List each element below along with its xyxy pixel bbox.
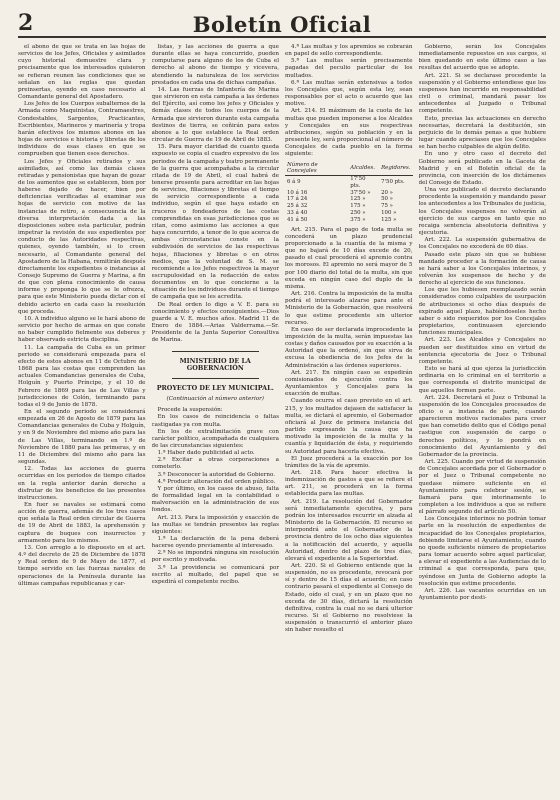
paragraph: Art. 214. El máximum de la cuota de las multas que pueden imponerse a los Alcaldes y Concejales en sus respectivas atribuciones, según su población y en la presente ley, será proporcional al número de Concejales de cada pueblo en la forma siguiente:	[285, 108, 413, 158]
paragraph: En fuer se navales se estimará como acción de guerra, además de los tres casos que señala la Real orden circular de Guerra de 19 de Abril de 1883, la aprehensión y captura de buques con insurrectos y armamento para los mismos.	[18, 502, 146, 544]
table-cell: 250 »	[350, 210, 366, 217]
paragraph: 3.ª La providencia se comunicará por escrito al multado, del papel que se expedirá el competente recibo.	[151, 564, 279, 585]
paragraph: Los Jefes de los Cuerpos subalternos de la Armada como Maquinistas, Contramaestres, Condestables, Sargentos, Practicantes, Escribientes, Marineros y marinería y tropa harán efectivos los mismos abonos en las hojas de servicios e historia y libretas de los individuos de esas clases en que se comprueben que tienen esos derechos.	[18, 101, 146, 158]
paragraph: Art. 213. Para la imposición y exacción de las multas se tendrán presentes las reglas siguientes:	[151, 514, 279, 535]
page-header	[18, 10, 546, 38]
paragraph: Los que les hubiesen reemplazado serán considerados como culpables de usurpación de atribuciones si ocho días después de expirado aquel plazo, habiéndoseles hecho saber o sido requeridos por los Concejales propietarios, continuasen ejerciendo funciones municipales.	[418, 287, 546, 337]
column-1	[18, 44, 146, 796]
paragraph: Los Concejales interinos no podrán tomar parte en la resolución de expedientes de incapacidad de los Concejales propietarios, debiendo limitarse el Ayuntamiento, cuando no quede suficiente número de propietarios para tomar acuerdo sobre aquel particular, a elevar el expediente a las Audiencias de lo criminal a que corresponda, para que, oyéndose en Junta de Gobierno adopte la resolución que estime procedente.	[418, 516, 546, 587]
table-header-cell: Alcaldes.	[348, 162, 379, 176]
paragraph: Art. 223. Los Alcaldes y Concejales no pueden ser destituidos sino en virtud de sentencia ejecutoria de Juez o Tribunal competente.	[418, 337, 546, 365]
paragraph: Procede la suspensión:	[157, 407, 223, 414]
table-cell: 75 »	[381, 203, 393, 210]
continuation-note: (Continuación al número anterior)	[166, 396, 264, 403]
paragraph: 12. Todas las acciones de guerra ocurridas en los periodos de tiempo citados en la regla anterior darán derecho a disfrutar de los beneficios de las presentes instrucciones.	[18, 466, 146, 501]
paragraph: De Real orden lo digo a V. E. para su conocimiento y efectos consiguientes.—Dios guarde a V. E. muchos años. Madrid 11 de Enero de 1884.—Arias Valderrama.—Sr. Presidente de la Junta Superior Consultiva de Marina.	[151, 301, 279, 344]
masthead-title: Boletín Oficial	[192, 12, 372, 37]
paragraph: Art. 221. Si se declarase procedente la suspensión y el Gobierno entendiese que los suspensos han incurrido en responsabilidad civil o criminal, mandará pasar los antecedentes al Juzgado o Tribunal competente.	[418, 72, 546, 115]
fines-table	[285, 162, 413, 224]
paragraph: Los Jefes y Oficiales retirados y sus asimilados, así como las demás clases retiradas y pensionistas que hayan de gozar de los aumentos que se establecen, bien por haberse dejado de hacer, bien por deficiencias verificadas al examinar sus hojas de servicio con motivo de las instancias de retiro, a consecuencia de la diversa interpretación dada a las disposiciones sobre esta particular, podrán impetrar la revisión de sus expedientes por conducto de las Autoridades respectivas, quienes, oyendo también, si lo creen necesario, al Comandante general del Apostadero de la Habana, remitirán después directamente los expedientes o instancias al Consejo Supremo de Guerra y Marina, a fin de que con plena conocimiento de causa informe y proponga lo que se le ofrezca, para que este Ministerio pueda dictar con el debido acierto en cada caso la resolución que proceda.	[18, 158, 146, 315]
table-header-cell: Número de Concejales	[285, 162, 348, 176]
table-cell: 125 »	[381, 216, 397, 223]
paragraph: 5.ª Las multas serán precisamente pagadas del peculio particular de los multados.	[285, 58, 413, 79]
text-columns	[18, 44, 546, 796]
column-4	[419, 44, 547, 796]
paragraph: Art. 215. Para el pago de toda multa se concederá un plazo prudencial proporcionado a la cuantía de la misma y que no bajará de 10 días excede de 20, pasado el cual procederá el apremio contra los morosos. El apremio no será mayor de 5 por 100 diario del total de la multa, sin que exceda en ningún caso del duplo de la misma.	[285, 226, 413, 290]
section-heading: MINISTERIO DE LA GOBERNACIÓN	[179, 356, 251, 372]
paragraph: 14. Las fuerzas de Infantería de Marina que sirvieron en esta campaña a las órdenes del Ejército, así como los jefes y Oficiales y demás clases de todos los cuerpos de la Armada que sirvieron durante esta campaña destinos de tierra, se ceñirán para estos abonos a lo que establece la Real orden circular de Guerra de 19 de Abril de 1883.	[151, 86, 279, 144]
paragraph: 13. Con arreglo a lo dispuesto en el art. 4.º del decreto de 25 de Diciembre de 1878 y Real orden de 9 de Mayo de 1877, el tiempo servido en las fuerzas navales de operaciones de la Península durante las últimas campañas republicanas y car-	[18, 544, 146, 587]
table-cell: 100 »	[381, 210, 397, 217]
paragraph: En los de extralimitación grave con carácter político, acompañada de cualquiera de las circunstancias siguientes:	[151, 428, 279, 449]
table-cell: 25 á 32	[287, 203, 308, 210]
table-cell: 7'50 pts.	[381, 179, 405, 186]
paragraph: el abono de que se trata en las hojas de servicios de los Jefes, Oficiales y asimilados cuyo historial demuestre clara y precisamente que los interesados quisieron se refieran reunen las condiciones que se señalan en las reglas que quedan preinsertas, oyendo en caso necesario al Comandante general del Apostadero.	[18, 44, 146, 101]
table-cell: 175 »	[350, 203, 366, 210]
paragraph: Art. 224. Decretará el Juez o Tribunal la suspensión de los Concejales procesados de oficio o a instancia de parte, cuando aparecieren motivos racionales para creer que han cometido delito que el Código penal castigue con suspensión de cargo o derechos políticos, y lo pondrá en conocimiento del Ayuntamiento y del Gobernador de la provincia.	[418, 394, 546, 458]
paragraph: Cuando ocurra el caso previsto en el art. 215, y los multados dejasen de satisfacer la multa, se dictará el apremio, el Gobernador oficiará al Juez de primera instancia del partido expresando la causa que ha motivado la imposición de la multa y la cuantía y liquidación de ésta, y requiriendo su Autoridad para hacerla efectiva.	[285, 398, 413, 455]
paragraph: En el segundo periodo se considerará empezada en 26 de Agosto de 1879 para las Comandancias generales de Cuba y Holguín, y en 9 de Noviembre del mismo año para las de Las Villas, terminando en 1.º de Noviembre de 1880 para las primeras, y en 11 de Diciembre del mismo año para las segundas.	[18, 408, 146, 466]
table-cell: 6 á 9	[287, 179, 301, 186]
section-subheading: PROYECTO DE LEY MUNICIPAL.	[156, 383, 274, 392]
table-cell: 375 »	[350, 216, 366, 223]
paragraph: Art. 220. Si el Gobierno entiende que la suspensión, no es procedente, revocará por sí y dentro de 15 días el acuerdo; en caso contrario pasará el expediente al Consejo de Estado, oído el cual, y en un plazo que no exceda de 30 días, dictará la resolución definitiva, contra la cual no se dará ulterior recurso. Si el Gobierno no resolviese la suspensión o transcurrió el anterior plazo sin haber resuelto el	[285, 563, 413, 634]
section-divider	[172, 378, 260, 379]
paragraph: 3.ª Desconocer la autoridad de Gobierno.	[157, 471, 276, 478]
table-row	[285, 176, 413, 190]
paragraph: Esto, previas las actuaciones en derecho necesarias, decretará la destitución, sin perjuicio de lo demás penas a que hubiere lugar cuando apreciases que los Concejales se han hecho culpables de algún delito.	[418, 115, 546, 151]
paragraph: Esto se hará al que ejerza la jurisdicción ordinaria en lo criminal en el territorio a que corresponda el distrito municipal de que aquellos formen parte.	[418, 366, 546, 394]
paragraph: 6.ª Las multas serán extensivas a todos los Concejales que, según esta ley, sean responsables por el acto o acuerdo que las motive.	[285, 79, 413, 108]
paragraph: En los casos de reincidencia o faltas castigadas ya con multa.	[151, 414, 279, 428]
table-cell: 17 á 24	[287, 196, 308, 203]
section-divider	[172, 351, 260, 352]
paragraph: Art. 225. Cuando por virtud de suspensión de Concejales acordada por el Gobernador o por el Juez o Tribunal competente no quedase número suficiente en el Ayuntamiento para celebrar sesión, se llamará para que interinamente lo completen a los individuos a que se refiere el párrafo segundo del artículo 50.	[418, 459, 546, 516]
paragraph: 11. La campaña de Cuba es un primer periodo se considerará empezada para el efecto de estos abonos en 11 de Octubre de 1868 para las costas que comprenden las actuales Comandancias generales de Cuba, Holguín y Puerto Príncipe, y el 10 de Febrero de 1869 para las de Las Villas y jurisdicciones de Colón, terminando para todas el 9 de Junio de 1878.	[18, 344, 146, 408]
table-cell: 20 »	[381, 189, 393, 196]
paragraph: Y por último, en los casos de abuso, falta de formalidad legal en la contabilidad o malversación en la administración de sus fondos.	[151, 485, 279, 514]
paragraph: En uno y otro caso el decreto del Gobierno será publicado en la Gaceta de Madrid y en el Boletín oficial de la provincia, con inserción de los dictámenes del Consejo de Estado.	[418, 151, 546, 186]
paragraph: 2.ª No se impondrá ninguna sin resolución por escrito y motivada.	[151, 550, 279, 564]
table-row	[285, 210, 413, 217]
table-cell: 125 »	[350, 196, 366, 203]
paragraph: Art. 217. En ningún caso se expedirán comisionados de ejecución contra los Ayuntamientos y Concejales para la exacción de multas.	[285, 369, 413, 398]
paragraph: 4.ª Producir alteración del orden público.	[157, 478, 276, 485]
paragraph: El Juez procederá a la exacción por los trámites de la vía de apremio.	[285, 455, 413, 469]
column-3	[285, 44, 413, 796]
paragraph: 1.ª Haber dado publicidad al acto.	[157, 450, 255, 457]
table-row	[285, 217, 413, 224]
paragraph: 15. Para mayor claridad de cuanto queda expuesto se copia el cuadro expresivo de los periodos de la campaña y teatro permanente de la guerra que acompañaba a la circular citada de 19 de Abril, el cual habrá de tenerse presente para acreditar en las hojas de servicios, filiaciones y libretas el tiempo de servicio correspondiente a cada individuo, según el que haya estado en cruceros o fondeaderos de las costas comprendidas en esas jurisdicciones que se citan, como asimismo las acciones a que haya concurrido, a tenor de lo que acerca de ambas circunstancias conste en la subdivisión de servicios de las respectivas hojas, filiaciones y libretas o en otros medios, que la voluntad de S. M. se recomiende a los Jefes respectivos la mayor escrupulosidad en la redacción de estos documentos en lo que concierne a la situación de los individuos durante el tiempo de campaña que se les acredita.	[151, 144, 279, 301]
paragraph: Art. 218. Para hacer efectiva la indemnización de gastos a que se refiere el art. 211, se procederá en la forma establecida para las multas.	[285, 469, 413, 498]
paragraph: Gobierno, serán los Concejales inmediatamente repuestos en sus cargos, si bien quedando en este último caso a las resultas del acuerdo que se adopte.	[418, 44, 546, 72]
paragraph: listas, y las acciones de guerra a que durante ellas se haya concurrido, pueden computarse para alguno de los de Cuba el derecho al abono de tiempo y vicevera, atendiendo la naturaleza de los servicios prestados en cada una de dichas campañas.	[151, 44, 279, 86]
page-number: 2	[18, 10, 34, 36]
paragraph: Pasado este plazo sin que se hubiese mandado proceder a la formación de causa se hará saber a los Concejales interinos, y volverán los suspensos de hecho y de derecho al ejercicio de sus funciones.	[418, 251, 546, 287]
paragraph: Una vez publicado el decreto declarando procedente la suspensión y mandando pasar los antecedentes a los Tribunales de justicia, los Concejales suspensos no volverán al ejercicio de sus cargos en tanto que no recaiga sentencia absolutoria definitiva y ejecutoria.	[418, 187, 546, 237]
paragraph: En caso de ser declarada improcedente la imposición de la multa, serán impuestas las costas y daños causados por su exacción a la Autoridad que la ordenó, sin que sirva de excusa la obediencia de los Jefes de la Administración a las órdenes superiores.	[285, 326, 413, 369]
table-header-cell: Regidores.	[379, 162, 412, 176]
paragraph: Art. 222. La suspensión gubernativa de los Concejales no excederá de 60 días.	[418, 237, 546, 251]
paragraph: 1.ª La declaración de la pena deberá hacerse oyendo previamente al interesado.	[151, 536, 279, 550]
table-cell: 17'50 pts.	[350, 176, 366, 189]
paragraph: 4.ª Las multas y los apremios se cobrarán en papel de sello correspondiente.	[285, 44, 413, 58]
table-cell: 50 »	[381, 196, 393, 203]
paragraph: Art. 219. La resolución del Gobernador será inmediatamente ejecutiva, y para podrán los interesados recurrir en alzada al Ministerio de la Gobernación. El recurso se interpondrá ante el Gobernador de la provincia dentro de los ocho días siguientes a la notificación del acuerdo, y aquella Autoridad, dentro del plazo de tres días, elevará el expediente a la Superioridad.	[285, 498, 413, 562]
paragraph: Art. 226. Las vacantes ocurridas en un Ayuntamiento por desti-	[418, 587, 546, 602]
paragraph: 10. A individuo alguno se le hará abono de servicio por hecho de armas en que conste no haber cumplido fielmente sus deberes y haber observado estricta disciplina.	[18, 315, 146, 344]
column-2	[152, 44, 280, 796]
table-cell: 41 á 50	[287, 216, 308, 223]
table-cell: 10 á 16	[287, 189, 308, 196]
table-header-row	[285, 162, 413, 176]
paragraph: Art. 216. Contra la imposición de la multa podrá el interesado alzarse para ante el Ministerio de la Gobernación, que resolverá lo que estime procedente sin ulterior recurso.	[285, 291, 413, 326]
table-cell: 37'50 »	[350, 189, 371, 196]
table-cell: 33 á 40	[287, 210, 308, 217]
paragraph: 2.ª Excitar a otras corporaciones a cometerlo.	[151, 457, 279, 471]
